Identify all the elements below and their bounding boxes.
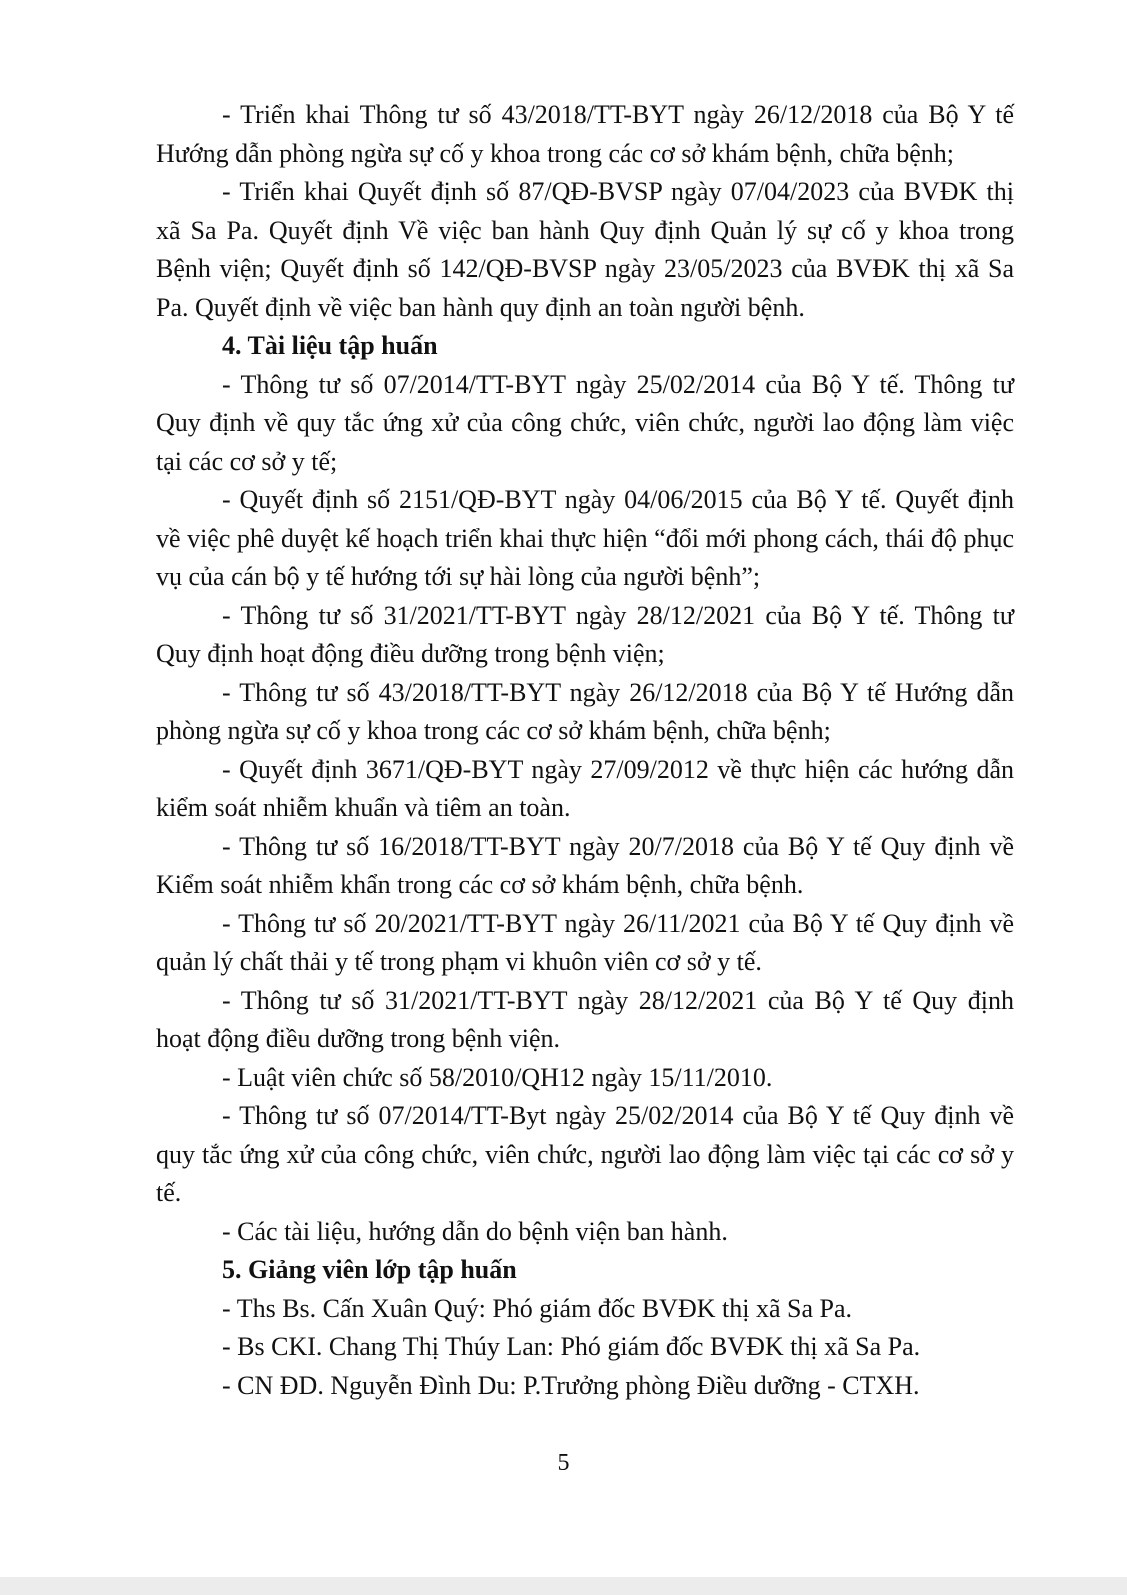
list-item: - Ths Bs. Cấn Xuân Quý: Phó giám đốc BVĐK thị xã Sa Pa. xyxy=(222,1293,852,1323)
paragraph-intro-2: - Triển khai Quyết định số 87/QĐ-BVSP ngày 07/04/2023 của BVĐK thị xã Sa Pa. Quyết định Về việc ban hành Quy định Quản lý sự cố y khoa trong Bệnh viện; Quyết định số 142/QĐ-BVSP ngày 23/05/2023 của BVĐK thị xã Sa Pa. Quyết định về việc ban hành quy định an toàn người bệnh. xyxy=(156,177,1014,322)
list-item: - Thông tư số 07/2014/TT-Byt ngày 25/02/2014 của Bộ Y tế Quy định về quy tắc ứng xử của công chức, viên chức, người lao động làm việc tại các cơ sở y tế. xyxy=(156,1101,1014,1207)
document-page xyxy=(156,96,1014,1405)
list-item: - Quyết định số 2151/QĐ-BYT ngày 04/06/2015 của Bộ Y tế. Quyết định về việc phê duyệt kế hoạch triển khai thực hiện “đổi mới phong cách, thái độ phục vụ của cán bộ y tế hướng tới sự hài lòng của người bệnh”; xyxy=(156,485,1014,591)
page-number: 5 xyxy=(557,1450,570,1476)
list-item: - Thông tư số 16/2018/TT-BYT ngày 20/7/2018 của Bộ Y tế Quy định về Kiểm soát nhiễm khẩn trong các cơ sở khám bệnh, chữa bệnh. xyxy=(156,831,1014,899)
list-item: - Luật viên chức số 58/2010/QH12 ngày 15/11/2010. xyxy=(222,1062,773,1092)
list-item: - Thông tư số 31/2021/TT-BYT ngày 28/12/2021 của Bộ Y tế Quy định hoạt động điều dưỡng trong bệnh viện. xyxy=(156,985,1014,1053)
bottom-edge-strip xyxy=(0,1577,1127,1595)
section-5-heading: 5. Giảng viên lớp tập huấn xyxy=(222,1255,517,1284)
paragraph-intro-1: - Triển khai Thông tư số 43/2018/TT-BYT ngày 26/12/2018 của Bộ Y tế Hướng dẫn phòng ngừa sự cố y khoa trong các cơ sở khám bệnh, chữa bệnh; xyxy=(156,100,1014,168)
section-4-heading: 4. Tài liệu tập huấn xyxy=(222,331,438,360)
list-item: - Thông tư số 20/2021/TT-BYT ngày 26/11/2021 của Bộ Y tế Quy định về quản lý chất thải y tế trong phạm vi khuôn viên cơ sở y tế. xyxy=(156,908,1014,976)
list-item: - Các tài liệu, hướng dẫn do bệnh viện ban hành. xyxy=(222,1216,728,1246)
list-item: - Bs CKI. Chang Thị Thúy Lan: Phó giám đốc BVĐK thị xã Sa Pa. xyxy=(222,1332,921,1361)
list-item: - CN ĐD. Nguyễn Đình Du: P.Trưởng phòng Điều dưỡng - CTXH. xyxy=(222,1370,920,1400)
list-item: - Quyết định 3671/QĐ-BYT ngày 27/09/2012 về thực hiện các hướng dẫn kiểm soát nhiễm khuẩn và tiêm an toàn. xyxy=(156,754,1014,822)
list-item: - Thông tư số 07/2014/TT-BYT ngày 25/02/2014 của Bộ Y tế. Thông tư Quy định về quy tắc ứng xử của công chức, viên chức, người lao động làm việc tại các cơ sở y tế; xyxy=(156,369,1014,476)
list-item: - Thông tư số 31/2021/TT-BYT ngày 28/12/2021 của Bộ Y tế. Thông tư Quy định hoạt động điều dưỡng trong bệnh viện; xyxy=(156,600,1014,668)
list-item: - Thông tư số 43/2018/TT-BYT ngày 26/12/2018 của Bộ Y tế Hướng dẫn phòng ngừa sự cố y khoa trong các cơ sở khám bệnh, chữa bệnh; xyxy=(156,677,1014,745)
